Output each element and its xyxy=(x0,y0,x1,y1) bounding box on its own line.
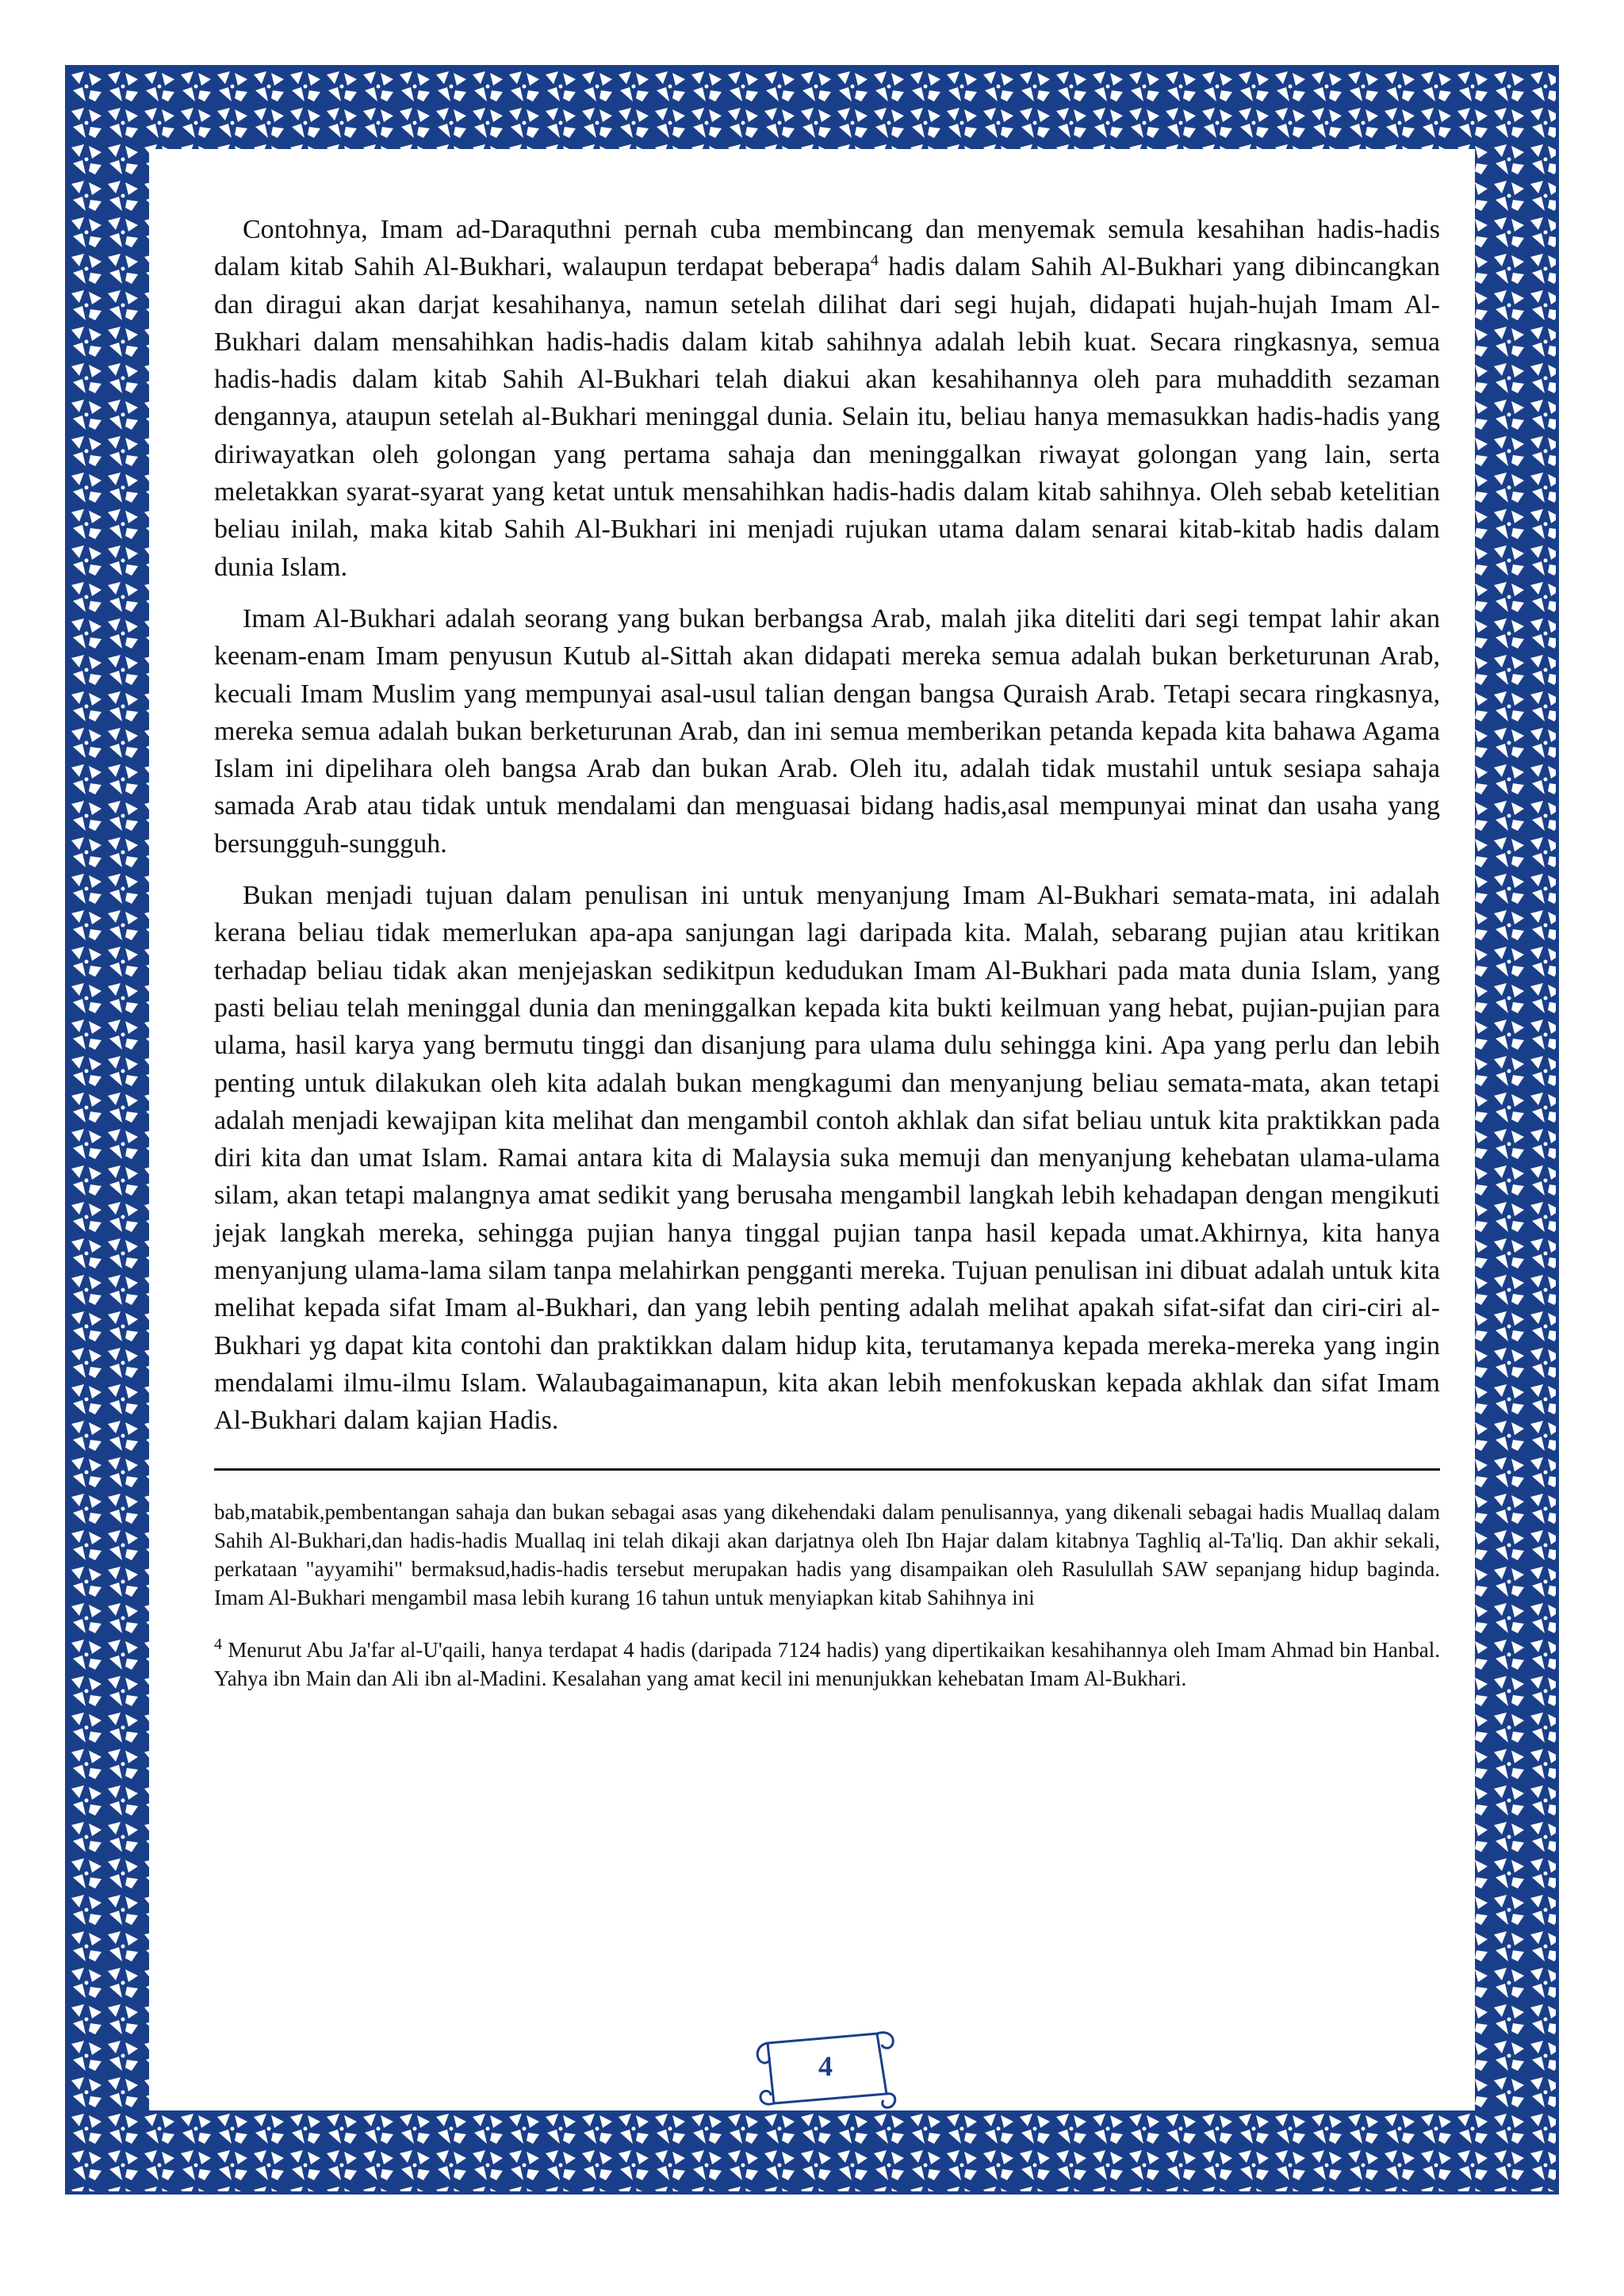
content-area xyxy=(149,149,1475,2110)
paragraph-2: Imam Al-Bukhari adalah seorang yang bukan berbangsa Arab, malah jika diteliti dari segi tempat lahir akan keenam-enam Imam penyusun Kutub al-Sittah akan didapati mereka semua adalah bukan berketurunan Arab, kecuali Imam Muslim yang mempunyai asal-usul talian dengan bangsa Quraish Arab. Tetapi secara ringkasnya, mereka semua adalah bukan berketurunan Arab, dan ini semua memberikan petanda kepada kita bahawa Agama Islam ini dipelihara oleh bangsa Arab dan bukan Arab. Oleh itu, adalah tidak mustahil untuk sesiapa sahaja samada Arab atau tidak untuk mendalami dan menguasai bidang hadis,asal mempunyai minat dan usaha yang bersungguh-sungguh. xyxy=(214,603,1440,859)
body-text-column xyxy=(214,211,1440,1693)
decorative-border-frame xyxy=(65,65,1559,2195)
footnote-4 xyxy=(214,1636,1440,1693)
footnote-4-text: Menurut Abu Ja'far al-U'qaili, hanya terdapat 4 hadis (daripada 7124 hadis) yang dipertikaikan kesahihannya oleh Imam Ahmad bin Hanbal. Yahya ibn Main dan Ali ibn al-Madini. Kesalahan yang amat kecil ini menunjukkan kehebatan Imam Al-Bukhari. xyxy=(214,1637,1440,1690)
paragraph-1-text-a: Contohnya, Imam ad-Daraquthni pernah cuba membincang dan menyemak semula kesahihan hadis-hadis dalam kitab Sahih Al-Bukhari, walaupun terdapat beberapa xyxy=(214,215,1440,282)
footnote-4-marker: 4 xyxy=(214,1635,222,1653)
paragraph-1-text-b: hadis dalam Sahih Al-Bukhari yang dibincangkan dan diragui akan darjat kesahihanya, namun setelah dilihat dari segi hujah, didapati hujah-hujah Imam Al-Bukhari dalam mensahihkan hadis-hadis dalam kitab sahihnya adalah lebih kuat. Secara ringkasnya, semua hadis-hadis dalam kitab Sahih Al-Bukhari telah diakui akan kesahihannya oleh para muhaddith sezaman dengannya, ataupun setelah al-Bukhari meninggal dunia. Selain itu, beliau hanya memasukkan hadis-hadis yang diriwayatkan oleh golongan yang pertama sahaja dan meninggalkan riwayat golongan yang lain, serta meletakkan syarat-syarat yang ketat untuk mensahihkan hadis-hadis dalam kitab sahihnya. Oleh sebab ketelitian beliau inilah, maka kitab Sahih Al-Bukhari ini menjadi rujukan utama dalam senarai kitab-kitab hadis dalam dunia Islam. xyxy=(214,252,1440,582)
paragraph-3: Bukan menjadi tujuan dalam penulisan ini untuk menyanjung Imam Al-Bukhari semata-mata, ini adalah kerana beliau tidak memerlukan apa-apa sanjungan lagi daripada kita. Malah, sebarang pujian atau kritikan terhadap beliau tidak akan menjejaskan sedikitpun kedudukan Imam Al-Bukhari pada mata dunia Islam, yang pasti beliau telah meninggal dunia dan meninggalkan kepada kita bukti keilmuan yang hebat, pujian-pujian para ulama, hasil karya yang bermutu tinggi dan disanjung para ulama dulu sehingga kini. Apa yang perlu dan lebih penting untuk dilakukan oleh kita adalah bukan mengkagumi dan menyanjung beliau semata-mata, akan tetapi adalah menjadi kewajipan kita melihat dan mengambil contoh akhlak dan sifat beliau untuk kita praktikkan pada diri kita dan umat Islam. Ramai antara kita di Malaysia suka memuji dan menyanjung kehebatan ulama-ulama silam, akan tetapi malangnya amat sedikit yang berusaha mengambil langkah lebih kehadapan dengan mengikuti jejak langkah mereka, sehingga pujian hanya tinggal pujian tanpa hasil kepada umat.Akhirnya, kita hanya menyanjung ulama-lama silam tanpa melahirkan pengganti mereka. Tujuan penulisan ini dibuat adalah untuk kita melihat kepada sifat Imam al-Bukhari, dan yang lebih penting adalah melihat apakah sifat-sifat dan ciri-ciri al-Bukhari yg dapat kita contohi dan praktikkan dalam hidup kita, terutamanya kepada mereka-mereka yang ingin mendalami ilmu-ilmu Islam. Walaubagaimanapun, kita akan lebih menfokuskan kepada akhlak dan sifat Imam Al-Bukhari dalam kajian Hadis. xyxy=(214,881,1440,1436)
paragraph-1 xyxy=(214,211,1440,586)
footnote-ref-4: 4 xyxy=(870,251,879,270)
footnote-separator xyxy=(214,1468,1440,1471)
page-number-ornament xyxy=(750,2026,901,2116)
footnote-continuation: bab,matabik,pembentangan sahaja dan bukan sebagai asas yang dikehendaki dalam penulisannya, yang dikenali sebagai hadis Muallaq dalam Sahih Al-Bukhari,dan hadis-hadis Muallaq ini telah dikaji akan darjatnya oleh Ibn Hajar dalam kitabnya Taghliq al-Ta'liq. Dan akhir sekali, perkataan "ayyamihi" bermaksud,hadis-hadis tersebut merupakan hadis yang disampaikan oleh Rasulullah SAW sepanjang hidup baginda. Imam Al-Bukhari mengambil masa lebih kurang 16 tahun untuk menyiapkan kitab Sahihnya ini xyxy=(214,1499,1440,1609)
page-number: 4 xyxy=(818,2050,833,2082)
